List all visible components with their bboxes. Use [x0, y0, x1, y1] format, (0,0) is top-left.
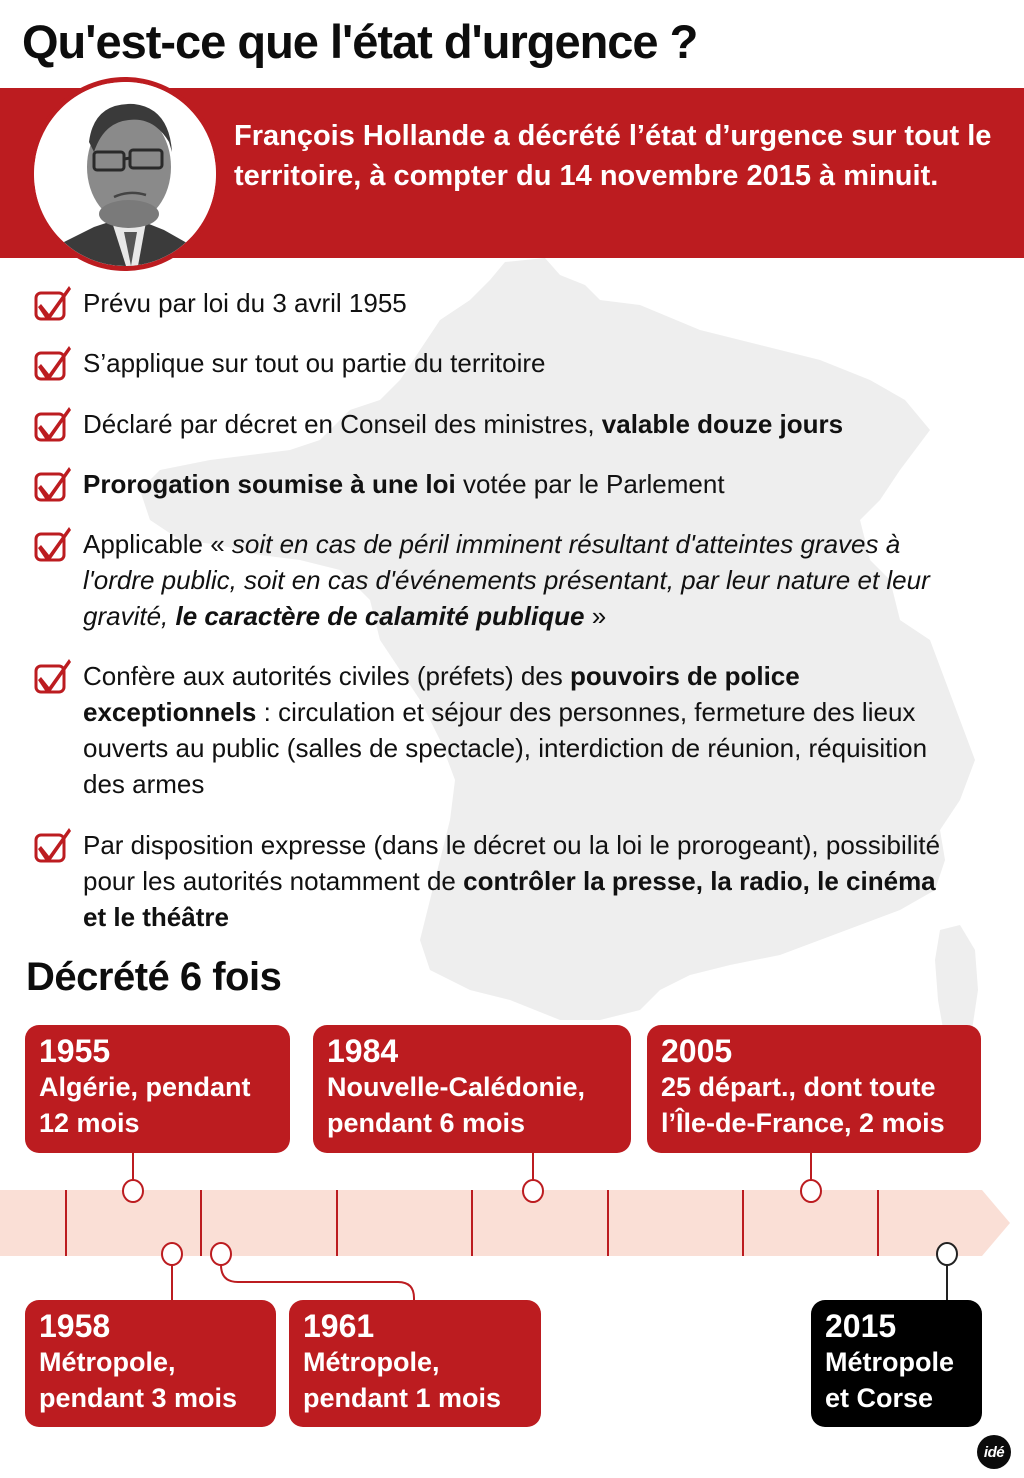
- timeline-event-2015: [811, 1300, 982, 1427]
- event-description-line: pendant 3 mois: [39, 1383, 238, 1413]
- timeline-marker-circle: [162, 1243, 182, 1265]
- checklist-text-segment: Par disposition expresse (dans le décret ou la loi le prorogeant), possibilité pour les autorités notamment de: [83, 830, 941, 896]
- checklist-text-segment: S’applique sur tout ou partie du territoire: [83, 348, 546, 378]
- headline-text: François Hollande a décrété l’état d’urgence sur tout le territoire, à compter du 14 novembre 2015 à minuit.: [234, 120, 992, 192]
- timeline-bar: [0, 1190, 1010, 1256]
- timeline-event-1958: [25, 1300, 276, 1427]
- checklist-text-segment: Confère aux autorités civiles (préfets) des: [83, 661, 570, 691]
- ide-logo: [977, 1435, 1011, 1469]
- checklist-text-segment: contrôler la presse, la radio, le cinéma et le théâtre: [83, 866, 936, 932]
- checklist-text-segment: le caractère de calamité publique: [175, 601, 585, 631]
- event-year: 1984: [327, 1033, 399, 1069]
- event-description-line: pendant 1 mois: [303, 1383, 502, 1413]
- event-description-line: Métropole,: [303, 1347, 440, 1377]
- timeline-title: Décrété 6 fois: [26, 955, 282, 999]
- timeline-marker-circle: [523, 1180, 543, 1202]
- event-description-line: Algérie, pendant: [39, 1072, 251, 1102]
- event-description-line: Métropole,: [39, 1347, 176, 1377]
- timeline-connector-line: [221, 1265, 414, 1300]
- timeline-marker-circle: [123, 1180, 143, 1202]
- checklist-text-segment: Applicable «: [83, 529, 232, 559]
- checklist-text-segment: Déclaré par décret en Conseil des ministres,: [83, 409, 602, 439]
- event-description-line: et Corse: [825, 1383, 934, 1413]
- event-year: 2015: [825, 1308, 897, 1344]
- checklist-text-segment: pouvoirs de police exceptionnels: [83, 661, 800, 727]
- event-year: 1955: [39, 1033, 111, 1069]
- timeline-marker-circle: [801, 1180, 821, 1202]
- event-year: 2005: [661, 1033, 733, 1069]
- event-description-line: Nouvelle-Calédonie,: [327, 1072, 586, 1102]
- timeline-event-1955: [25, 1025, 290, 1153]
- checklist-text-segment: : circulation et séjour des personnes, fermeture des lieux ouverts au public (salles de spectacle), interdiction de réunion, réquisition des armes: [83, 697, 928, 799]
- checklist-text-segment: votée par le Parlement: [455, 469, 725, 499]
- logo-text: idé: [983, 1443, 1005, 1461]
- checklist-text-segment: Prorogation soumise à une loi: [83, 469, 456, 499]
- event-year: 1958: [39, 1308, 111, 1344]
- event-description-line: Métropole: [825, 1347, 955, 1377]
- event-year: 1961: [303, 1308, 375, 1344]
- checklist-text-segment: »: [584, 601, 607, 631]
- timeline-marker-circle: [211, 1243, 231, 1265]
- event-description-line: l’Île-de-France, 2 mois: [661, 1108, 945, 1138]
- timeline-event-1961: [289, 1300, 541, 1427]
- checklist-text-segment: Prévu par loi du 3 avril 1955: [83, 288, 407, 318]
- event-description-line: 12 mois: [39, 1108, 140, 1138]
- checklist-text-segment: valable douze jours: [601, 409, 844, 439]
- event-description-line: pendant 6 mois: [327, 1108, 526, 1138]
- timeline-event-2005: [647, 1025, 981, 1153]
- event-description-line: 25 départ., dont toute: [661, 1072, 936, 1102]
- page-title: Qu'est-ce que l'état d'urgence ?: [22, 15, 698, 68]
- checklist-text-segment: soit en cas de péril imminent résultant d'atteintes graves à l'ordre public, soit en cas d'événements présentant, par leur nature et leur gravité,: [83, 529, 930, 631]
- timeline-marker-circle: [937, 1243, 957, 1265]
- timeline-event-1984: [313, 1025, 631, 1153]
